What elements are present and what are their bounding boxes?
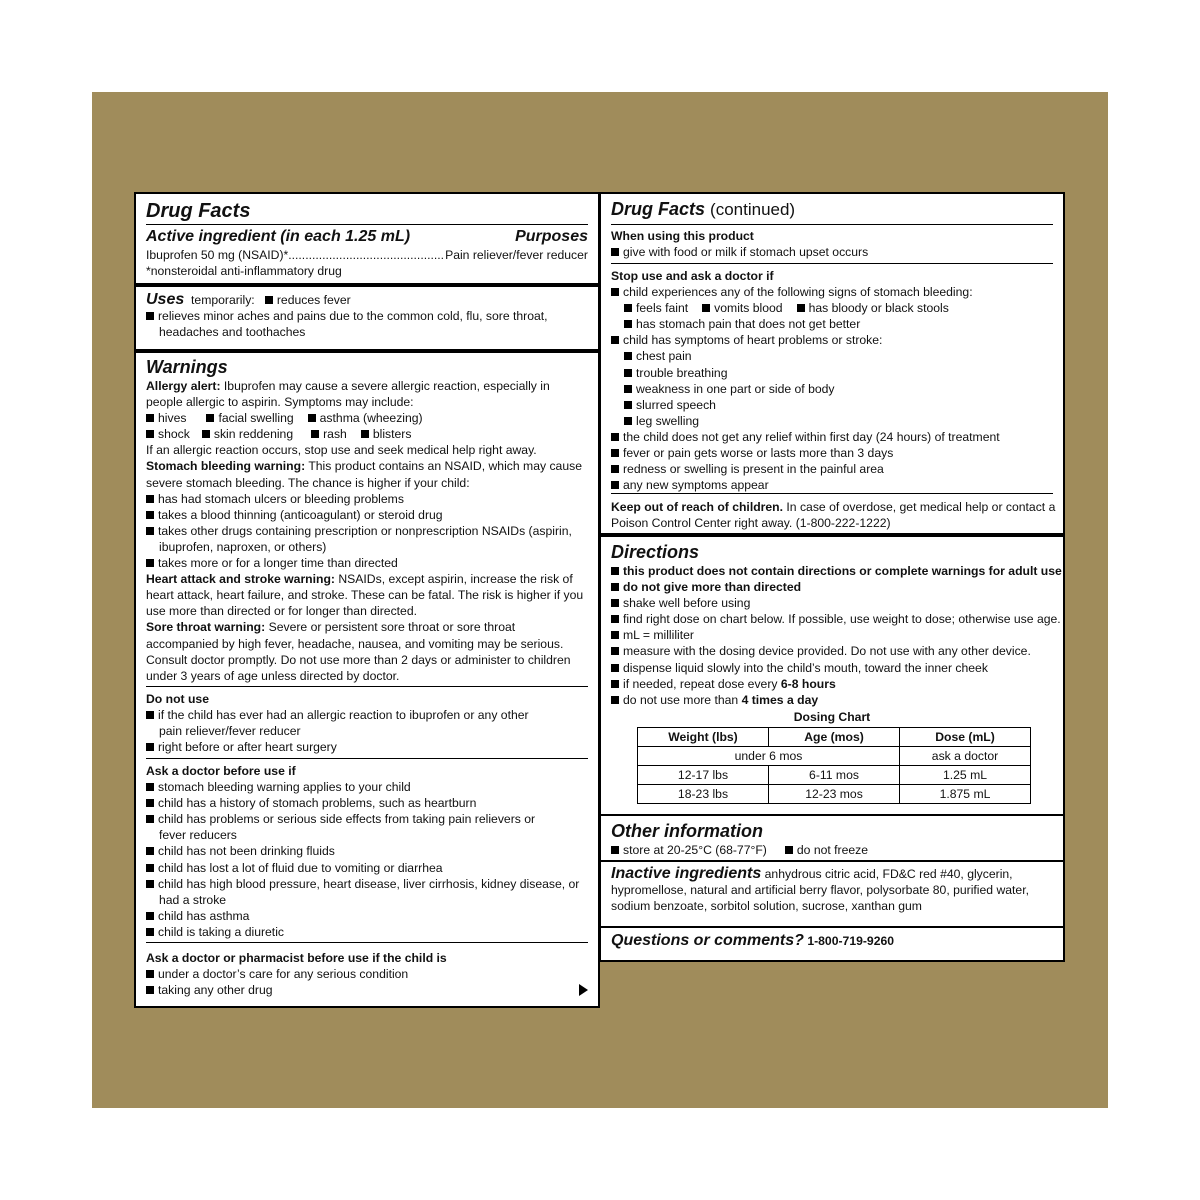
inactive-text: anhydrous citric acid, FD&C red #40, glycerin, [764,867,1013,881]
questions-panel [599,926,1065,962]
continue-arrow-icon [579,984,588,996]
continued-label: (continued) [710,200,796,219]
stop-use-heading: Stop use and ask a doctor if [611,269,774,283]
table-row [638,784,1031,803]
sore-throat-text: under 3 years of age unless directed by doctor. [146,668,400,683]
panel-title: Drug Facts [611,199,706,219]
list-item: child has lost a lot of fluid due to vomiting or diarrhea [158,860,443,875]
direction-item: shake well before using [623,596,751,611]
purposes-heading: Purposes [515,228,588,245]
list-item: the child does not get any relief within first day (24 hours) of treatment [623,429,1000,444]
other-information-panel [599,814,1065,862]
uses-intro: temporarily: [191,293,255,307]
list-item: fever or pain gets worse or lasts more than 3 days [623,446,894,461]
allergy-text: Ibuprofen may cause a severe allergic reaction, especially in [223,379,550,393]
allergy-text: people allergic to aspirin. Symptoms may include: [146,395,414,410]
sore-throat-text: accompanied by high fever, headache, nausea, and vomiting may be serious. [146,636,564,651]
inactive-ingredients-panel [599,860,1065,928]
list-item: takes more or for a longer time than directed [158,556,398,571]
list-item: ibuprofen, naproxen, or others) [159,539,327,554]
ask-pharmacist-heading: Ask a doctor or pharmacist before use if the child is [146,951,447,965]
list-item: child has a history of stomach problems, such as heartburn [158,796,477,811]
symptom: asthma (wheezing) [319,411,423,426]
direction-item: find right dose on chart below. If possible, use weight to dose; otherwise use age. [623,612,1061,627]
inactive-text: sodium benzoate, sorbitol solution, sucrose, xanthan gum [611,899,922,914]
table-cell: 18-23 lbs [638,784,769,803]
list-item: child has problems or serious side effects from taking pain relievers or [158,812,536,827]
active-ingredient: Ibuprofen 50 mg (NSAID)* [146,248,289,262]
list-item: if the child has ever had an allergic reaction to ibuprofen or any other [158,708,529,723]
keep-out-text: Poison Control Center right away. (1-800-222-1222) [611,516,891,531]
list-item: takes other drugs containing prescription or nonprescription NSAIDs (aspirin, [158,523,572,538]
list-item: child has asthma [158,908,250,923]
phone-number[interactable]: 1-800-719-9260 [807,934,895,948]
list-item: taking any other drug [158,983,273,998]
list-item: has stomach pain that does not get better [636,317,861,332]
list-item: weakness in one part or side of body [636,381,835,396]
list-item: pain reliever/fever reducer [159,724,301,739]
list-item: vomits blood [714,301,783,316]
symptom: shock [158,427,190,442]
list-item: give with food or milk if stomach upset occurs [623,245,869,260]
list-item: feels faint [636,301,689,316]
uses-heading: Uses [146,291,185,308]
allergy-text: If an allergic reaction occurs, stop use and seek medical help right away. [146,443,537,458]
sore-throat-label: Sore throat warning: [146,620,266,635]
table-cell: 1.875 mL [900,784,1031,803]
keep-out-label: Keep out of reach of children. [611,500,783,514]
uses-item: relieves minor aches and pains due to the common cold, flu, sore throat, [158,309,548,324]
list-item: chest pain [636,349,692,364]
table-cell: 12-23 mos [769,784,900,803]
list-item: has bloody or black stools [808,301,949,316]
list-item: any new symptoms appear [623,478,769,493]
uses-item: reduces fever [276,293,351,307]
inactive-ingredients-heading: Inactive ingredients [611,865,762,882]
direction-item-bold: 6-8 hours [780,676,836,691]
list-item: right before or after heart surgery [158,740,337,755]
drug-facts-panel [134,192,600,1008]
table-cell: 6-11 mos [769,765,900,784]
other-information-heading: Other information [611,821,763,841]
questions-heading: Questions or comments? [611,932,804,949]
direction-item: measure with the dosing device provided. Do not use with any other device. [623,644,1031,659]
list-item: takes a blood thinning (anticoagulant) or steroid drug [158,507,443,522]
dosing-chart-title: Dosing Chart [793,709,871,724]
list-item: has had stomach ulcers or bleeding problems [158,491,404,506]
purpose-text: Pain reliever/fever reducer [445,248,588,262]
table-cell: under 6 mos [638,746,900,765]
when-using-heading: When using this product [611,229,754,243]
do-not-use-heading: Do not use [146,692,209,706]
symptom: blisters [372,427,412,442]
direction-item: dispense liquid slowly into the child’s mouth, toward the inner cheek [623,660,988,675]
symptom: rash [323,427,347,442]
direction-item: mL = milliliter [623,628,694,643]
symptom: hives [158,411,187,426]
list-item: redness or swelling is present in the painful area [623,462,884,477]
direction-item-bold: 4 times a day [741,692,819,707]
list-item: child has symptoms of heart problems or stroke: [623,333,883,348]
list-item: leg swelling [636,413,700,428]
table-header: Dose (mL) [900,727,1031,746]
table-row [638,746,1031,765]
symptom: skin reddening [213,427,294,442]
direction-item: if needed, repeat dose every [623,676,778,691]
warnings-heading: Warnings [146,357,228,377]
list-item: child has high blood pressure, heart disease, liver cirrhosis, kidney disease, or [158,876,580,891]
stomach-warning-text: This product contains an NSAID, which may cause [308,459,582,474]
heart-warning-text: NSAIDs, except aspirin, increase the risk of [338,572,573,587]
table-cell: 1.25 mL [900,765,1031,784]
panel-title: Drug Facts [146,200,251,222]
list-item: do not freeze [796,843,869,857]
list-item: trouble breathing [636,365,728,380]
inactive-text: hypromellose, natural and artificial berry flavor, polysorbate 80, purified water, [611,883,1029,898]
directions-heading: Directions [611,542,700,562]
direction-item: do not give more than directed [623,580,802,595]
direction-item: do not use more than [623,692,739,707]
sore-throat-text: Consult doctor promptly. Do not use more than 2 days or administer to children [146,652,571,667]
stomach-warning-label: Stomach bleeding warning: [146,459,306,474]
stomach-warning-text: severe stomach bleeding. The chance is higher if your child: [146,475,470,490]
list-item: under a doctor’s care for any serious condition [158,967,409,982]
allergy-label: Allergy alert: [146,379,221,393]
table-header: Age (mos) [769,727,900,746]
table-cell: 12-17 lbs [638,765,769,784]
list-item: store at 20-25°C (68-77°F) [623,843,767,857]
keep-out-text: In case of overdose, get medical help or contact a [786,500,1056,514]
table-header: Weight (lbs) [638,727,769,746]
active-ingredient-heading: Active ingredient (in each 1.25 mL) [146,228,411,245]
table-row [638,765,1031,784]
table-cell: ask a doctor [900,746,1031,765]
list-item: stomach bleeding warning applies to your child [158,780,411,795]
heart-warning-text: use more than directed or for longer than directed. [146,604,417,619]
drug-facts-continued-panel [599,192,1065,816]
list-item: slurred speech [636,397,716,412]
ask-doctor-heading: Ask a doctor before use if [146,764,296,778]
list-item: had a stroke [159,892,227,907]
list-item: child is taking a diuretic [158,924,284,939]
list-item: child experiences any of the following signs of stomach bleeding: [623,285,973,300]
heart-warning-text: heart attack, heart failure, and stroke. These can be fatal. The risk is higher if you [146,588,584,603]
leader-dots: .............................................. [288,248,445,262]
list-item: fever reducers [159,828,237,843]
dosing-chart-table [637,727,1031,804]
active-footnote: *nonsteroidal anti-inflammatory drug [146,264,342,279]
uses-item: headaches and toothaches [159,325,306,340]
direction-item: this product does not contain directions or complete warnings for adult use [623,564,1062,578]
list-item: child has not been drinking fluids [158,844,335,859]
heart-warning-label: Heart attack and stroke warning: [146,572,335,587]
symptom: facial swelling [218,411,294,426]
sore-throat-text: Severe or persistent sore throat or sore throat [268,620,516,635]
